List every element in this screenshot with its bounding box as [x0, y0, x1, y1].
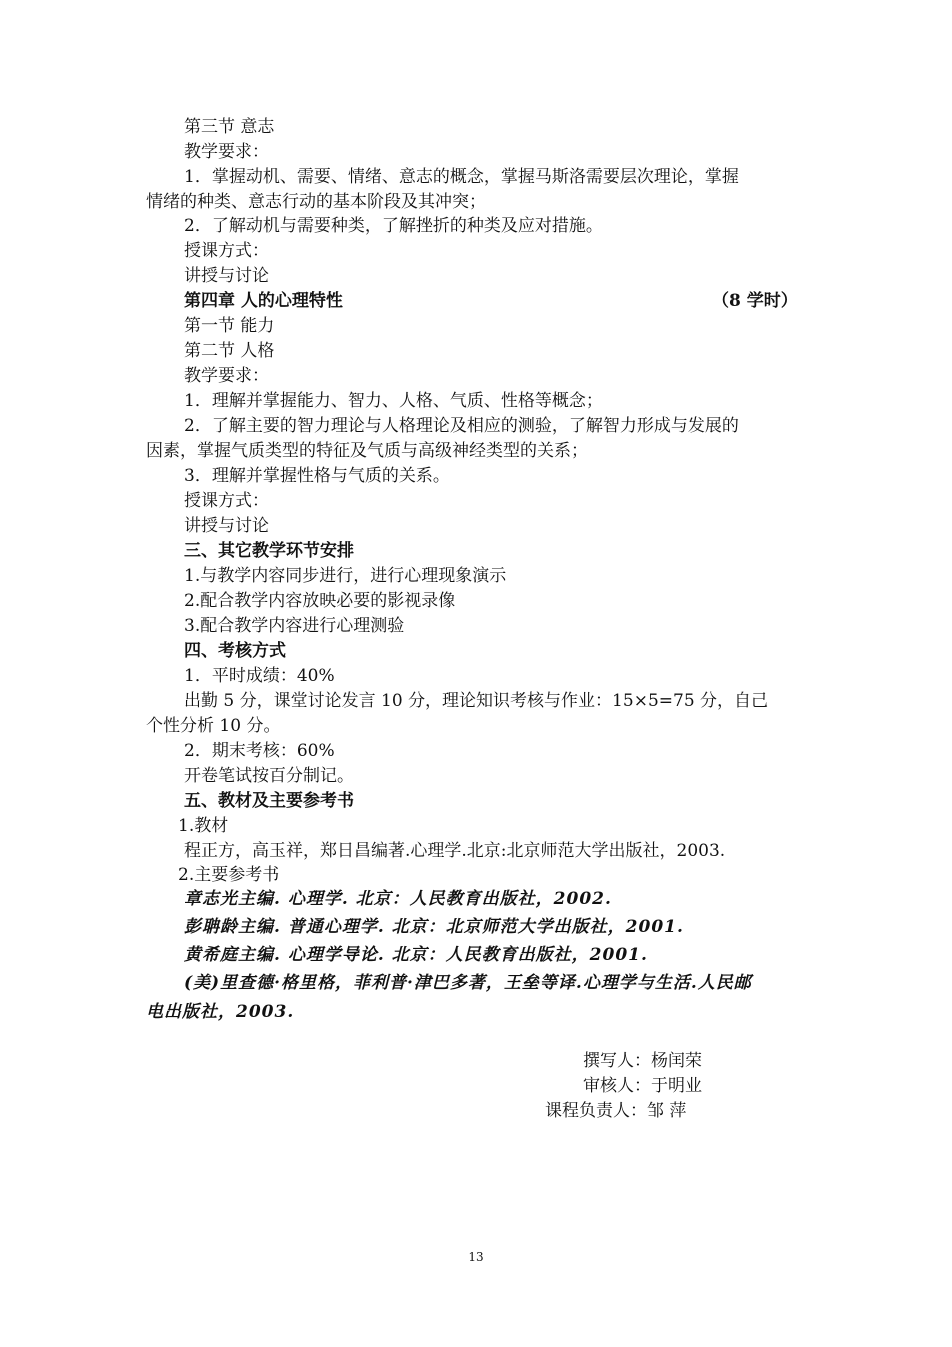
final-score: 2．期末考核：60% — [184, 741, 335, 761]
chapter-title — [184, 289, 804, 313]
section-heading: 第二节 人格 — [184, 341, 275, 361]
regular-score-detail-cont: 个性分析 10 分。 — [146, 716, 281, 736]
list-item: 3.配合教学内容进行心理测验 — [184, 616, 405, 636]
requirement-3: 3．理解并掌握性格与气质的关系。 — [184, 466, 450, 486]
section-heading: 第三节 意志 — [184, 117, 275, 137]
writer-signature: 撰写人：杨闰荣 — [583, 1051, 702, 1071]
part-title: 四、考核方式 — [184, 641, 286, 661]
requirement-2: 2．了解主要的智力理论与人格理论及相应的测验，了解智力形成与发展的 — [184, 416, 739, 436]
reference-item: 黄希庭主编. 心理学导论. 北京：人民教育出版社，2001. — [184, 945, 648, 965]
method-label: 授课方式： — [184, 241, 269, 261]
page-number: 13 — [468, 1250, 484, 1264]
requirements-label: 教学要求： — [184, 142, 269, 162]
method-label: 授课方式： — [184, 491, 269, 511]
list-item: 2.配合教学内容放映必要的影视录像 — [184, 591, 456, 611]
textbook: 程正方，高玉祥，郑日昌编著.心理学.北京:北京师范大学出版社，2003. — [184, 841, 726, 861]
requirement-1: 1．掌握动机、需要、情绪、意志的概念，掌握马斯洛需要层次理论，掌握 — [184, 167, 739, 187]
reference-item-cont: 电出版社，2003. — [146, 1002, 295, 1022]
reference-item: (美)里查德·格里格，菲利普·津巴多著，王垒等译.心理学与生活.人民邮 — [184, 973, 752, 993]
requirement-1-cont: 情绪的种类、意志行动的基本阶段及其冲突； — [146, 192, 486, 212]
requirements-label: 教学要求： — [184, 366, 269, 386]
requirement-1: 1．理解并掌握能力、智力、人格、气质、性格等概念； — [184, 391, 603, 411]
regular-score-detail: 出勤 5 分，课堂讨论发言 10 分，理论知识考核与作业：15×5=75 分，自己 — [184, 691, 769, 711]
chapter-title-text: 第四章 人的心理特性 — [184, 291, 343, 311]
textbook-label: 1.教材 — [178, 816, 229, 836]
method-text: 讲授与讨论 — [184, 266, 269, 286]
requirement-2-cont: 因素，掌握气质类型的特征及气质与高级神经类型的关系； — [146, 441, 588, 461]
section-heading: 第一节 能力 — [184, 316, 275, 336]
reference-item: 彭聃龄主编. 普通心理学. 北京：北京师范大学出版社，2001. — [184, 917, 684, 937]
part-title: 五、教材及主要参考书 — [184, 791, 354, 811]
regular-score: 1．平时成绩：40% — [184, 666, 335, 686]
list-item: 1.与教学内容同步进行，进行心理现象演示 — [184, 566, 507, 586]
method-text: 讲授与讨论 — [184, 516, 269, 536]
references-label: 2.主要参考书 — [178, 865, 280, 885]
leader-signature: 课程负责人：邹 萍 — [545, 1101, 687, 1121]
reviewer-signature: 审核人：于明业 — [583, 1076, 702, 1096]
final-score-detail: 开卷笔试按百分制记。 — [184, 766, 354, 786]
part-title: 三、其它教学环节安排 — [184, 541, 354, 561]
reference-item: 章志光主编. 心理学. 北京：人民教育出版社，2002. — [184, 889, 612, 909]
requirement-2: 2．了解动机与需要种类，了解挫折的种类及应对措施。 — [184, 216, 603, 236]
chapter-hours: （8 学时） — [712, 291, 798, 311]
